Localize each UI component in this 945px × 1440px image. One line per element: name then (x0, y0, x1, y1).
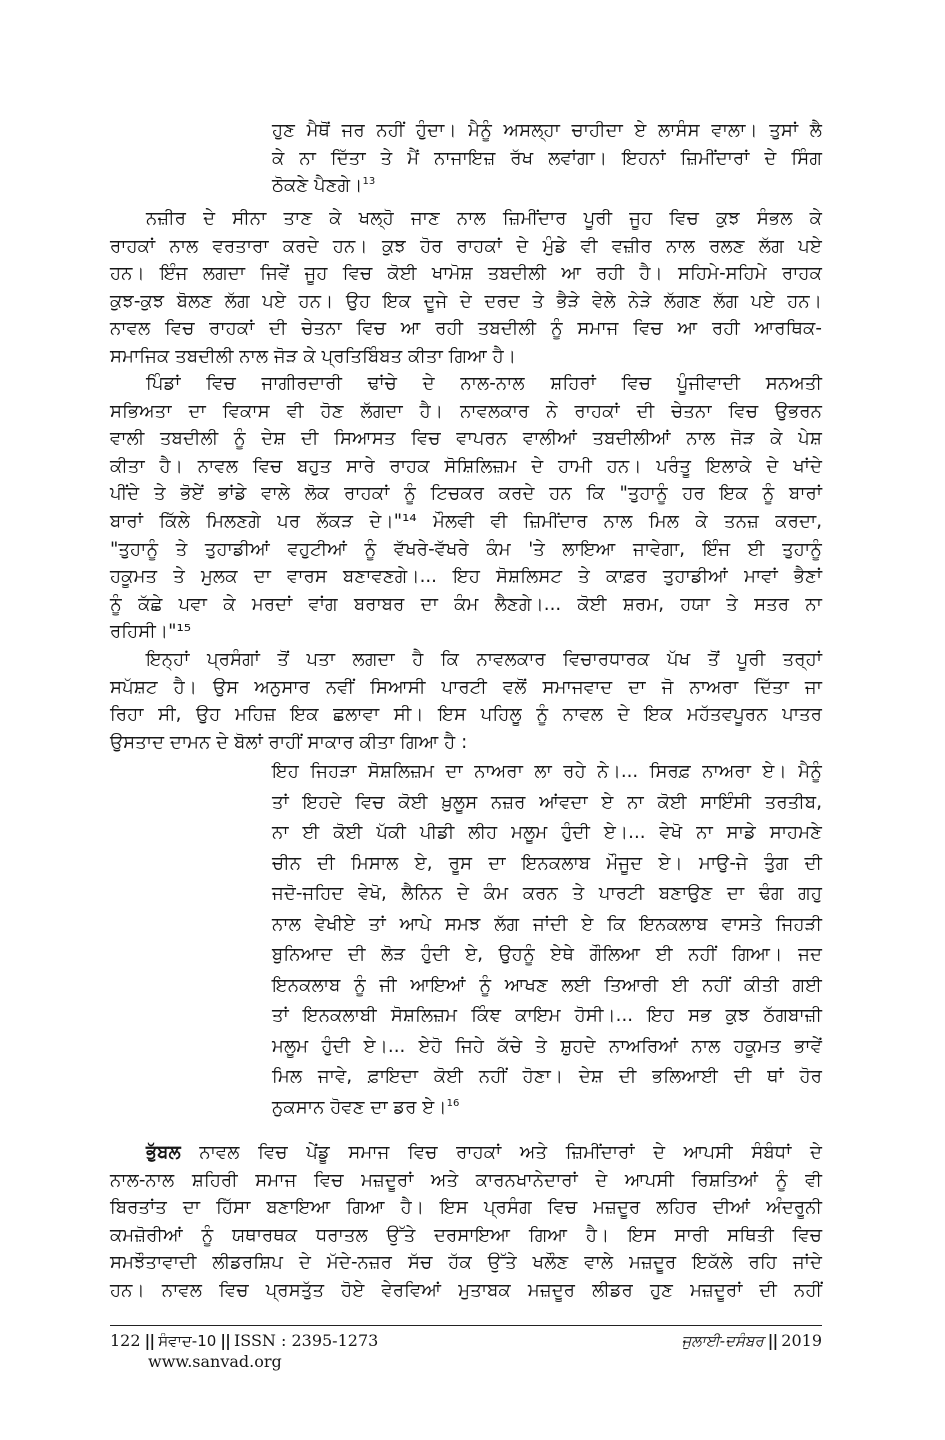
text-line: "ਤੁਹਾਨੂੰ ਤੇ ਤੁਹਾਡੀਆਂ ਵਹੁਟੀਆਂ ਨੂੰ ਵੱਖਰੇ-ਵੱਖਰੇ ਕੰਮ 'ਤੇ ਲਾਇਆ ਜਾਵੇਗਾ, ਇੰਜ ਈ ਤੁਹਾਨੂੰ (110, 538, 822, 560)
text-line: ਪਿੰਡਾਂ ਵਿਚ ਜਾਗੀਰਦਾਰੀ ਢਾਂਚੇ ਦੇ ਨਾਲ-ਨਾਲ ਸ਼ਹਿਰਾਂ ਵਿਚ ਪੂੰਜੀਵਾਦੀ ਸਨਅਤੀ (146, 373, 822, 394)
issn: ISSN : 2395-1273 (233, 1331, 379, 1350)
text-line: ਹਕੂਮਤ ਤੇ ਮੁਲਕ ਦਾ ਵਾਰਸ ਬਣਾਵਣਗੇ।... ਇਹ ਸੋਸ਼ਲਿਸਟ ਤੇ ਕਾਫ਼ਰ ਤੁਹਾਡੀਆਂ ਮਾਵਾਂ ਭੈਣਾਂ (110, 566, 822, 588)
text-line: ਕੁਝ-ਕੁਝ ਬੋਲਣ ਲੱਗ ਪਏ ਹਨ। ਉਹ ਇਕ ਦੂਜੇ ਦੇ ਦਰਦ ਤੇ ਭੈੜੇ ਵੇਲੇ ਨੇੜੇ ਲੱਗਣ ਲੱਗ ਪਏ ਹਨ। (110, 290, 822, 312)
issue-year: 2019 (781, 1331, 822, 1350)
text-line: ਬਾਰਾਂ ਕਿੱਲੇ ਮਿਲਣਗੇ ਪਰ ਲੱਕੜ ਦੇ।"¹⁴ ਮੌਲਵੀ ਵੀ ਜ਼ਿਮੀਂਦਾਰ ਨਾਲ ਮਿਲ ਕੇ ਤਨਜ਼ ਕਰਦਾ, (110, 510, 822, 532)
text-line: ਹਨ। ਇੰਜ ਲਗਦਾ ਜਿਵੇਂ ਜੂਹ ਵਿਚ ਕੋਈ ਖਾਮੋਸ਼ ਤਬਦੀਲੀ ਆ ਰਹੀ ਹੈ। ਸਹਿਮੇ-ਸਹਿਮੇ ਰਾਹਕ (110, 263, 822, 285)
page-number: 122 (110, 1331, 141, 1350)
footer-left (110, 1331, 378, 1351)
text-line: ਹਨ। ਨਾਵਲ ਵਿਚ ਪ੍ਰਸਤੁੱਤ ਹੋਏ ਵੇਰਵਿਆਂ ਮੁਤਾਬਕ ਮਜ਼ਦੂਰ ਲੀਡਰ ਹੁਣ ਮਜ਼ਦੂਰਾਂ ਦੀ ਨਹੀਂ (110, 1279, 822, 1301)
footnote-ref: 16 (446, 1097, 460, 1109)
text-line: ਹੁਣ ਮੈਥੋਂ ਜਰ ਨਹੀਂ ਹੁੰਦਾ। ਮੈਨੂੰ ਅਸਲ੍ਹਾ ਚਾਹੀਦਾ ਏ ਲਾਸੰਸ ਵਾਲਾ। ਤੁਸਾਂ ਲੈ (272, 120, 822, 141)
block-quote-2 (272, 757, 822, 1123)
text-line: ਸਭਿਅਤਾ ਦਾ ਵਿਕਾਸ ਵੀ ਹੋਣ ਲੱਗਦਾ ਹੈ। ਨਾਵਲਕਾਰ ਨੇ ਰਾਹਕਾਂ ਦੀ ਚੇਤਨਾ ਵਿਚ ਉਭਰਨ (110, 400, 822, 422)
text-line: ਬੁਨਿਆਦ ਦੀ ਲੋੜ ਹੁੰਦੀ ਏ, ਉਹਨੂੰ ਏਥੇ ਗੌਲਿਆ ਈ ਨਹੀਂ ਗਿਆ। ਜਦ (272, 944, 822, 965)
text-line: ਰਾਹਕਾਂ ਨਾਲ ਵਰਤਾਰਾ ਕਰਦੇ ਹਨ। ਕੁਝ ਹੋਰ ਰਾਹਕਾਂ ਦੇ ਮੁੰਡੇ ਵੀ ਵਜ਼ੀਰ ਨਾਲ ਰਲਣ ਲੱਗ ਪਏ (110, 235, 822, 257)
text-line: ਸਮਝੌਤਾਵਾਦੀ ਲੀਡਰਸ਼ਿਪ ਦੇ ਮੱਦੇ-ਨਜ਼ਰ ਸੱਚ ਹੱਕ ਉੱਤੇ ਖਲੌਣ ਵਾਲੇ ਮਜ਼ਦੂਰ ਇਕੱਲੇ ਰਹਿ ਜਾਂਦੇ (110, 1252, 822, 1274)
text-line: ਵਾਲੀ ਤਬਦੀਲੀ ਨੂੰ ਦੇਸ਼ ਦੀ ਸਿਆਸਤ ਵਿਚ ਵਾਪਰਨ ਵਾਲੀਆਂ ਤਬਦੀਲੀਆਂ ਨਾਲ ਜੋੜ ਕੇ ਪੇਸ਼ (110, 428, 822, 450)
text-line: ਨਜ਼ੀਰ ਦੇ ਸੀਨਾ ਤਾਣ ਕੇ ਖਲ੍ਹੋ ਜਾਣ ਨਾਲ ਜ਼ਿਮੀਂਦਾਰ ਪੂਰੀ ਜੂਹ ਵਿਚ ਕੁਝ ਸੰਭਲ ਕੇ (146, 208, 822, 229)
text-line: ਨਾਲ ਵੇਖੀਏ ਤਾਂ ਆਪੇ ਸਮਝ ਲੱਗ ਜਾਂਦੀ ਏ ਕਿ ਇਨਕਲਾਬ ਵਾਸਤੇ ਜਿਹੜੀ (272, 913, 822, 935)
text-line: ਤਾਂ ਇਨਕਲਾਬੀ ਸੋਸ਼ਲਿਜ਼ਮ ਕਿੰਞ ਕਾਇਮ ਹੋਸੀ।... ਇਹ ਸਭ ਕੁਝ ਠੱਗਬਾਜ਼ੀ (272, 1005, 822, 1026)
text-line: ਨਾਲ-ਨਾਲ ਸ਼ਹਿਰੀ ਸਮਾਜ ਵਿਚ ਮਜ਼ਦੂਰਾਂ ਅਤੇ ਕਾਰਨਖਾਨੇਦਾਰਾਂ ਦੇ ਆਪਸੀ ਰਿਸ਼ਤਿਆਂ ਨੂੰ ਵੀ (110, 1169, 822, 1191)
text-line: ਮਿਲ ਜਾਵੇ, ਫ਼ਾਇਦਾ ਕੋਈ ਨਹੀਂ ਹੋਣਾ। ਦੇਸ਼ ਦੀ ਭਲਿਆਈ ਦੀ ਥਾਂ ਹੋਰ (272, 1066, 822, 1087)
text-line: ਕੀਤਾ ਹੈ। ਨਾਵਲ ਵਿਚ ਬਹੁਤ ਸਾਰੇ ਰਾਹਕ ਸੋਸ਼ਿਲਿਜ਼ਮ ਦੇ ਹਾਮੀ ਹਨ। ਪਰੰਤੂ ਇਲਾਕੇ ਦੇ ਖਾਂਦੇ (110, 455, 822, 477)
issue-period: ਜੁਲਾਈ-ਦਸੰਬਰ (681, 1332, 764, 1350)
text-line: ਨੂੰ ਕੱਛੇ ਪਵਾ ਕੇ ਮਰਦਾਂ ਵਾਂਗ ਬਰਾਬਰ ਦਾ ਕੰਮ ਲੈਣਗੇ।... ਕੋਈ ਸ਼ਰਮ, ਹਯਾ ਤੇ ਸਤਰ ਨਾ (110, 593, 822, 615)
website-url: www.sanvad.org (148, 1352, 282, 1371)
paragraph-2 (110, 370, 822, 646)
text-line (110, 1139, 822, 1167)
footer-right (682, 1331, 823, 1351)
text-line: ਰਿਹਾ ਸੀ, ਉਹ ਮਹਿਜ਼ ਇਕ ਛਲਾਵਾ ਸੀ। ਇਸ ਪਹਿਲੂ ਨੂੰ ਨਾਵਲ ਦੇ ਇਕ ਮਹੱਤਵਪੂਰਨ ਪਾਤਰ (110, 704, 822, 726)
text-line: ਠੋਕਣੇ ਪੈਣਗੇ।$^{13}$ (272, 175, 376, 197)
footer-rule (110, 1325, 822, 1326)
separator: || (220, 1331, 230, 1350)
text-line: ਇਨ੍ਹਾਂ ਪ੍ਰਸੰਗਾਂ ਤੋਂ ਪਤਾ ਲਗਦਾ ਹੈ ਕਿ ਨਾਵਲਕਾਰ ਵਿਚਾਰਧਾਰਕ ਪੱਖ ਤੋਂ ਪੂਰੀ ਤਰ੍ਹਾਂ (146, 649, 822, 670)
text-line-rest: ਨਾਵਲ ਵਿਚ ਪੇਂਡੂ ਸਮਾਜ ਵਿਚ ਰਾਹਕਾਂ ਅਤੇ ਜ਼ਿਮੀਂਦਾਰਾਂ ਦੇ ਆਪਸੀ ਸੰਬੰਧਾਂ ਦੇ (180, 1142, 822, 1163)
text-line: ਨੁਕਸਾਨ ਹੋਵਣ ਦਾ ਡਰ ਏ।$^{16}$ (272, 1096, 460, 1118)
separator: || (144, 1331, 155, 1350)
text-line: ਇਨਕਲਾਬ ਨੂੰ ਜੀ ਆਇਆਂ ਨੂੰ ਆਖਣ ਲਈ ਤਿਆਰੀ ਈ ਨਹੀਂ ਕੀਤੀ ਗਈ (272, 974, 822, 996)
text-line: ਉਸਤਾਦ ਦਾਮਨ ਦੇ ਬੋਲਾਂ ਰਾਹੀਂ ਸਾਕਾਰ ਕੀਤਾ ਗਿਆ ਹੈ : (110, 731, 468, 753)
text-line: ਚੀਨ ਦੀ ਮਿਸਾਲ ਏ, ਰੂਸ ਦਾ ਇਨਕਲਾਬ ਮੌਜੂਦ ਏ। ਮਾਉ-ਜੇ ਤੁੰਗ ਦੀ (272, 852, 822, 874)
text-line: ਨਾ ਈ ਕੋਈ ਪੱਕੀ ਪੀਡੀ ਲੀਹ ਮਲੂਮ ਹੁੰਦੀ ਏ।... ਵੇਖੋ ਨਾ ਸਾਡੇ ਸਾਹਮਣੇ (272, 822, 822, 843)
text-line: ਪੀਂਦੇ ਤੇ ਭੋਏਂ ਭਾਂਡੇ ਵਾਲੇ ਲੋਕ ਰਾਹਕਾਂ ਨੂੰ ਟਿਚਕਰ ਕਰਦੇ ਹਨ ਕਿ "ਤੁਹਾਨੂੰ ਹਰ ਇਕ ਨੂੰ ਬਾਰਾਂ (110, 483, 822, 505)
text-line: ਇਹ ਜਿਹੜਾ ਸੋਸ਼ਲਿਜ਼ਮ ਦਾ ਨਾਅਰਾ ਲਾ ਰਹੇ ਨੇ।... ਸਿਰਫ਼ ਨਾਅਰਾ ਏ। ਮੈਨੂੰ (272, 761, 822, 782)
text-line: ਜਦੋ-ਜਹਿਦ ਵੇਖੋ, ਲੈਨਿਨ ਦੇ ਕੰਮ ਕਰਨ ਤੇ ਪਾਰਟੀ ਬਣਾਉਣ ਦਾ ਢੰਗ ਗਹੁ (272, 883, 822, 904)
text-line: ਸਪੱਸ਼ਟ ਹੈ। ਉਸ ਅਨੁਸਾਰ ਨਵੀਂ ਸਿਆਸੀ ਪਾਰਟੀ ਵਲੋਂ ਸਮਾਜਵਾਦ ਦਾ ਜੋ ਨਾਅਰਾ ਦਿੱਤਾ ਜਾ (110, 676, 822, 698)
journal-name: ਸੰਵਾਦ-10 (158, 1332, 217, 1350)
block-quote-1 (272, 117, 822, 200)
text-line: ਰਹਿਸੀ।"¹⁵ (110, 621, 192, 643)
novel-title: ਭੁੱਬਲ (146, 1142, 181, 1163)
text-line: ਮਲੂਮ ਹੁੰਦੀ ਏ।... ਏਹੋ ਜਿਹੇ ਕੱਚੇ ਤੇ ਸ਼ੁਹਦੇ ਨਾਅਰਿਆਂ ਨਾਲ ਹਕੂਮਤ ਭਾਵੇਂ (272, 1035, 822, 1057)
text-line: ਕਮਜ਼ੋਰੀਆਂ ਨੂੰ ਯਥਾਰਥਕ ਧਰਾਤਲ ਉੱਤੇ ਦਰਸਾਇਆ ਗਿਆ ਹੈ। ਇਸ ਸਾਰੀ ਸਥਿਤੀ ਵਿਚ (110, 1224, 822, 1246)
text-line: ਨਾਵਲ ਵਿਚ ਰਾਹਕਾਂ ਦੀ ਚੇਤਨਾ ਵਿਚ ਆ ਰਹੀ ਤਬਦੀਲੀ ਨੂੰ ਸਮਾਜ ਵਿਚ ਆ ਰਹੀ ਆਰਥਿਕ- (110, 318, 822, 340)
text-line: ਕੇ ਨਾ ਦਿੱਤਾ ਤੇ ਮੈਂ ਨਾਜਾਇਜ਼ ਰੱਖ ਲਵਾਂਗਾ। ਇਹਨਾਂ ਜ਼ਿਮੀਂਦਾਰਾਂ ਦੇ ਸਿੰਗ (272, 147, 822, 169)
paragraph-4 (110, 1139, 822, 1305)
paragraph-1 (110, 205, 822, 371)
footnote-ref: 13 (362, 176, 376, 188)
text-line: ਬਿਰਤਾਂਤ ਦਾ ਹਿੱਸਾ ਬਣਾਇਆ ਗਿਆ ਹੈ। ਇਸ ਪ੍ਰਸੰਗ ਵਿਚ ਮਜ਼ਦੂਰ ਲਹਿਰ ਦੀਆਂ ਅੰਦਰੂਨੀ (110, 1197, 822, 1219)
text-line: ਸਮਾਜਿਕ ਤਬਦੀਲੀ ਨਾਲ ਜੋੜ ਕੇ ਪ੍ਰਤਿਬਿੰਬਤ ਕੀਤਾ ਗਿਆ ਹੈ। (110, 345, 517, 367)
paragraph-3 (110, 646, 822, 756)
text-line: ਤਾਂ ਇਹਦੇ ਵਿਚ ਕੋਈ ਖ਼ੁਲੂਸ ਨਜ਼ਰ ਆਂਵਦਾ ਏ ਨਾ ਕੋਈ ਸਾਇੰਸੀ ਤਰਤੀਬ, (272, 791, 822, 813)
separator: || (767, 1331, 778, 1350)
